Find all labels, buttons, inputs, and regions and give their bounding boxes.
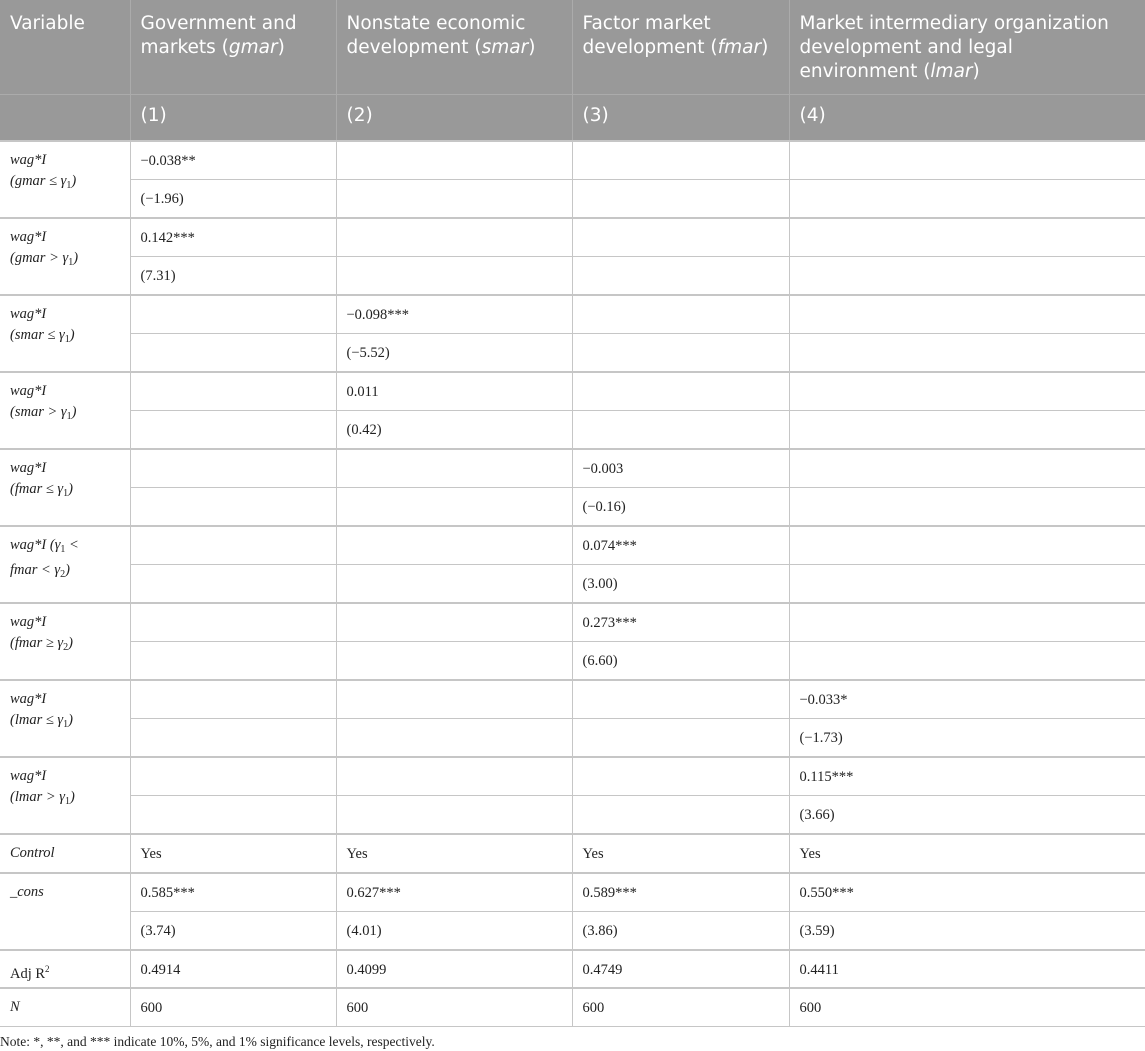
coef-cell <box>572 757 789 796</box>
table-row <box>0 488 1145 527</box>
adjr2-cell: 0.4411 <box>789 950 1145 989</box>
coef-cell <box>336 603 572 642</box>
control-cell: Yes <box>789 834 1145 873</box>
table-row <box>0 372 1145 411</box>
table-row <box>0 719 1145 758</box>
table-row <box>0 218 1145 257</box>
coef-cell <box>572 680 789 719</box>
coef-cell <box>572 372 789 411</box>
tstat-cell <box>572 257 789 296</box>
coef-cell: 0.273*** <box>572 603 789 642</box>
control-cell: Yes <box>130 834 336 873</box>
tstat-cell <box>336 257 572 296</box>
table-row <box>0 680 1145 719</box>
header-gmar: Government and markets (gmar) <box>130 0 336 94</box>
tstat-cell: (7.31) <box>130 257 336 296</box>
header-col-1: (1) <box>130 94 336 141</box>
tstat-cell <box>130 642 336 681</box>
header-col-3: (3) <box>572 94 789 141</box>
adjr2-label: Adj $R^2$ <box>0 950 130 989</box>
adjr2-cell: 0.4749 <box>572 950 789 989</box>
coef-cell <box>336 449 572 488</box>
coef-cell: 0.589*** <box>572 873 789 912</box>
tstat-cell <box>130 565 336 604</box>
control-row <box>0 834 1145 873</box>
coef-cell <box>130 757 336 796</box>
table-row <box>0 411 1145 450</box>
table-row <box>0 141 1145 180</box>
coef-cell <box>789 449 1145 488</box>
coef-cell <box>336 141 572 180</box>
table-body <box>0 141 1145 1027</box>
coef-cell <box>789 295 1145 334</box>
table-row <box>0 180 1145 219</box>
n-cell: 600 <box>789 988 1145 1027</box>
tstat-cell <box>336 719 572 758</box>
variable-cell: wag*I (lmar > $\gamma_1$) <box>0 757 130 834</box>
tstat-cell: (−0.16) <box>572 488 789 527</box>
tstat-cell <box>789 411 1145 450</box>
tstat-cell: (3.74) <box>130 911 336 950</box>
coef-cell <box>130 372 336 411</box>
table-note: Note: *, **, and *** indicate 10%, 5%, and 1% significance levels, respectively. <box>0 1034 435 1049</box>
table-row <box>0 449 1145 488</box>
n-cell: 600 <box>572 988 789 1027</box>
coef-cell <box>572 295 789 334</box>
variable-cell: wag*I ($\gamma_1$ < fmar < $\gamma_2$) <box>0 526 130 603</box>
tstat-cell <box>130 334 336 373</box>
coef-cell <box>130 295 336 334</box>
header-col-2: (2) <box>336 94 572 141</box>
coef-cell <box>572 218 789 257</box>
control-label: Control <box>0 834 130 873</box>
coef-cell <box>130 680 336 719</box>
variable-cell: wag*I (smar ≤ $\gamma_1$) <box>0 295 130 372</box>
tstat-cell <box>336 565 572 604</box>
variable-cell: wag*I (gmar ≤ $\gamma_1$) <box>0 141 130 218</box>
adjr2-row <box>0 950 1145 989</box>
coef-cell <box>336 680 572 719</box>
tstat-cell <box>789 488 1145 527</box>
coef-cell: −0.003 <box>572 449 789 488</box>
tstat-cell: (3.00) <box>572 565 789 604</box>
tstat-cell <box>130 796 336 835</box>
coef-cell: 0.550*** <box>789 873 1145 912</box>
table-row <box>0 526 1145 565</box>
tstat-cell: (0.42) <box>336 411 572 450</box>
tstat-cell: (−5.52) <box>336 334 572 373</box>
n-cell: 600 <box>130 988 336 1027</box>
n-row <box>0 988 1145 1027</box>
tstat-cell: (6.60) <box>572 642 789 681</box>
table-row <box>0 295 1145 334</box>
variable-cell: wag*I (lmar ≤ $\gamma_1$) <box>0 680 130 757</box>
coef-cell <box>130 526 336 565</box>
header-smar: Nonstate economic development (smar) <box>336 0 572 94</box>
header-lmar: Market intermediary organization development and legal environment (lmar) <box>789 0 1145 94</box>
tstat-cell <box>572 180 789 219</box>
variable-cell: wag*I (smar > $\gamma_1$) <box>0 372 130 449</box>
tstat-cell <box>789 334 1145 373</box>
control-cell: Yes <box>336 834 572 873</box>
tstat-cell <box>789 565 1145 604</box>
coef-cell <box>336 757 572 796</box>
tstat-cell <box>336 642 572 681</box>
header-variable: Variable <box>0 0 130 94</box>
table-row <box>0 796 1145 835</box>
table-row <box>0 257 1145 296</box>
coef-cell <box>130 449 336 488</box>
variable-cell: wag*I (fmar ≥ $\gamma_2$) <box>0 603 130 680</box>
tstat-cell <box>789 180 1145 219</box>
coef-cell <box>336 218 572 257</box>
header-blank <box>0 94 130 141</box>
coef-cell: 0.142*** <box>130 218 336 257</box>
n-cell: 600 <box>336 988 572 1027</box>
cons-tstat-row <box>0 911 1145 950</box>
header-fmar: Factor market development (fmar) <box>572 0 789 94</box>
tstat-cell: (3.66) <box>789 796 1145 835</box>
cons-label: _cons <box>0 873 130 950</box>
tstat-cell <box>572 719 789 758</box>
coef-cell: 0.115*** <box>789 757 1145 796</box>
coef-cell: −0.033* <box>789 680 1145 719</box>
cons-row <box>0 873 1145 912</box>
table-row <box>0 642 1145 681</box>
table-row <box>0 334 1145 373</box>
coef-cell <box>789 603 1145 642</box>
tstat-cell <box>130 488 336 527</box>
tstat-cell <box>130 719 336 758</box>
header-col-4: (4) <box>789 94 1145 141</box>
variable-cell: wag*I (fmar ≤ $\gamma_1$) <box>0 449 130 526</box>
coef-cell <box>572 141 789 180</box>
table-row <box>0 603 1145 642</box>
coef-cell <box>336 526 572 565</box>
coef-cell: 0.627*** <box>336 873 572 912</box>
tstat-cell <box>572 796 789 835</box>
coef-cell: −0.038** <box>130 141 336 180</box>
coef-cell <box>789 526 1145 565</box>
table-row <box>0 757 1145 796</box>
tstat-cell: (3.59) <box>789 911 1145 950</box>
coef-cell <box>130 603 336 642</box>
tstat-cell <box>336 488 572 527</box>
table-row <box>0 565 1145 604</box>
variable-cell: wag*I (gmar > $\gamma_1$) <box>0 218 130 295</box>
tstat-cell: (−1.96) <box>130 180 336 219</box>
tstat-cell: (4.01) <box>336 911 572 950</box>
coef-cell: 0.074*** <box>572 526 789 565</box>
coef-cell: 0.585*** <box>130 873 336 912</box>
tstat-cell <box>572 411 789 450</box>
tstat-cell <box>572 334 789 373</box>
coef-cell <box>789 141 1145 180</box>
n-label: N <box>0 988 130 1027</box>
adjr2-cell: 0.4914 <box>130 950 336 989</box>
coef-cell <box>789 218 1145 257</box>
tstat-cell <box>336 796 572 835</box>
tstat-cell <box>336 180 572 219</box>
tstat-cell <box>130 411 336 450</box>
coef-cell: 0.011 <box>336 372 572 411</box>
tstat-cell <box>789 642 1145 681</box>
control-cell: Yes <box>572 834 789 873</box>
tstat-cell <box>789 257 1145 296</box>
coef-cell: −0.098*** <box>336 295 572 334</box>
coef-cell <box>789 372 1145 411</box>
tstat-cell: (−1.73) <box>789 719 1145 758</box>
adjr2-cell: 0.4099 <box>336 950 572 989</box>
tstat-cell: (3.86) <box>572 911 789 950</box>
